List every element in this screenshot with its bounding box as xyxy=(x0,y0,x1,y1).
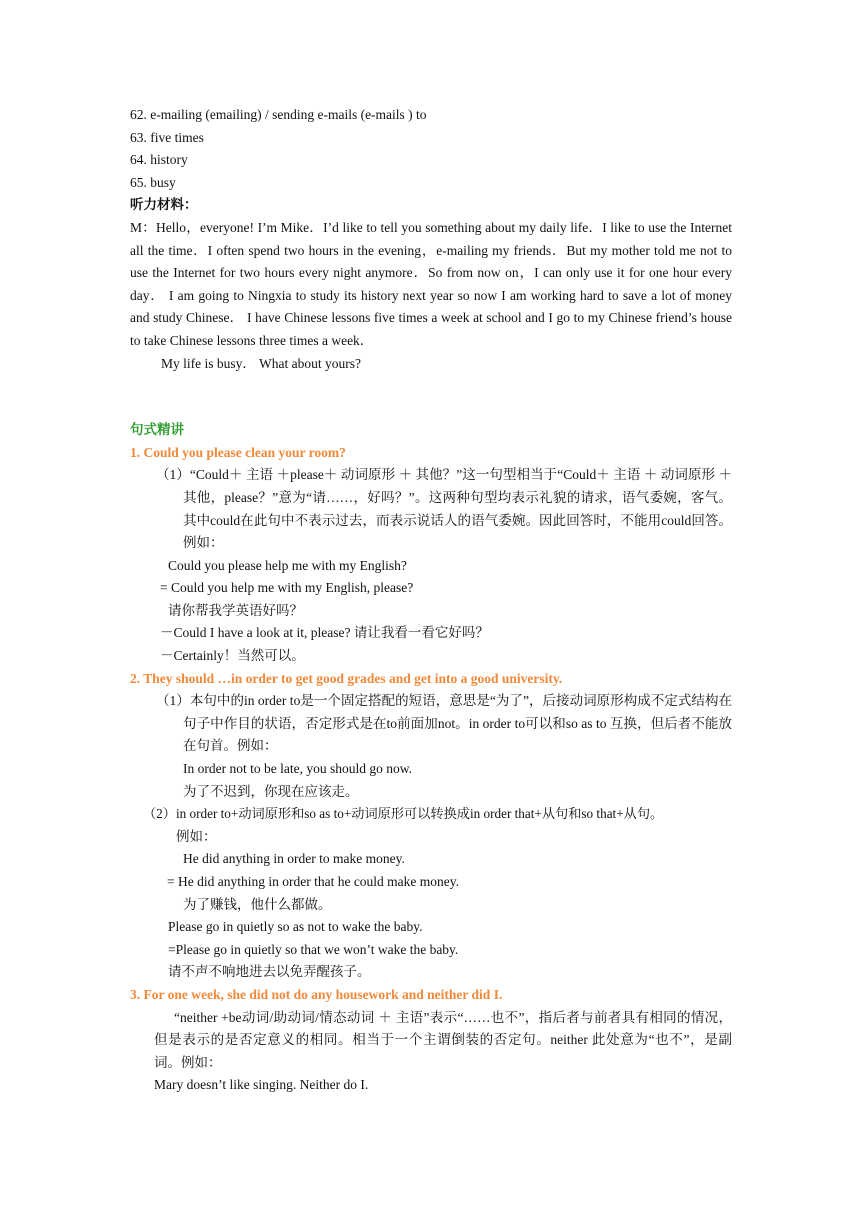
item-1-example: 请你帮我学英语好吗？ xyxy=(168,602,303,618)
item-2-example: In order not to be late, you should go now. xyxy=(183,761,412,777)
item-2-example: = He did anything in order that he could make money. xyxy=(167,874,460,889)
item-1-example: －Certainly！当然可以。 xyxy=(160,648,305,664)
item-2-example: 为了赚钱，他什么都做。 xyxy=(183,896,332,912)
item-1-explanation: （1）“Could＋ 主语 ＋please＋ 动词原形 ＋ 其他？”这一句型相当于“Could＋ 主语 ＋ 动词原形 ＋ 其他，please？”意为“请……，好吗？”。这两种句型均表示礼貌的请求，语气委婉，客气。其中could在此句中不表示过去，而表示说话人的语气委婉。因此回答时，不能用could回答。例如： xyxy=(156,467,732,551)
listening-title: 听力材料： xyxy=(130,197,198,213)
item-3-heading: 3. For one week, she did not do any housework and neither did I. xyxy=(130,986,503,1002)
item-1-example: = Could you help me with my English, please? xyxy=(160,580,414,596)
item-2-example: He did anything in order to make money. xyxy=(183,851,405,867)
item-2-heading: 2. They should …in order to get good grades and get into a good university. xyxy=(130,670,563,686)
grammar-section xyxy=(130,419,732,1097)
item-2-example: Please go in quietly so as not to wake the baby. xyxy=(168,919,423,935)
item-2-example: =Please go in quietly so that we won’t wake the baby. xyxy=(168,941,459,957)
listening-paragraph: M：Hello，everyone! I’m Mike．I’d like to tell you something about my daily life．I like to use the Internet all the time．I often spend two hours in the evening，e-mailing my friends．But my mother told me not to use the Internet for two hours every night anymore．So from now on，I can only use it for one hour every day． I am going to Ningxia to study its history next year so now I am working hard to save a lot of money and study Chinese． I have Chinese lessons five times a week at school and I go to my Chinese friend’s house to take Chinese lessons three times a week． xyxy=(130,219,732,348)
item-2-explanation-2-cont: 例如： xyxy=(176,828,217,844)
answer-list xyxy=(130,104,732,194)
item-1-heading: 1. Could you please clean your room? xyxy=(130,444,346,460)
answer-65: 65. busy xyxy=(130,174,176,190)
item-1-example: －Could I have a look at it, please? 请让我看一看它好吗？ xyxy=(160,625,489,641)
item-2-example: 请不声不响地进去以免弄醒孩子。 xyxy=(168,964,371,980)
item-2-example: 为了不迟到，你现在应该走。 xyxy=(183,783,359,799)
listening-closing: My life is busy． What about yours? xyxy=(161,355,361,371)
listening-section xyxy=(130,194,732,375)
item-2-explanation-2: （2）in order to+动词原形和so as to+动词原形可以转换成in order that+从句和so that+从句。 xyxy=(143,806,664,822)
item-3-example: Mary doesn’t like singing. Neither do I. xyxy=(154,1077,369,1093)
answer-64: 64. history xyxy=(130,152,188,168)
answer-62: 62. e-mailing (emailing) / sending e-mails (e-mails ) to xyxy=(130,107,427,122)
document-page xyxy=(130,104,732,1097)
item-3-explanation: “neither +be动词/助动词/情态动词 ＋ 主语”表示“……也不”，指后者与前者具有相同的情况，但是表示的是否定意义的相同。相当于一个主谓倒装的否定句。neither 此处意为“也不”，是副词。例如： xyxy=(154,1009,732,1070)
answer-63: 63. five times xyxy=(130,129,204,145)
item-1-example: Could you please help me with my English? xyxy=(168,557,407,573)
section-title: 句式精讲 xyxy=(130,422,184,438)
item-2-explanation: （1）本句中的in order to是一个固定搭配的短语，意思是“为了”，后接动词原形构成不定式结构在句子中作目的状语，否定形式是在to前面加not。in order to可以和so as to 互换，但后者不能放在句首。例如： xyxy=(156,693,732,754)
